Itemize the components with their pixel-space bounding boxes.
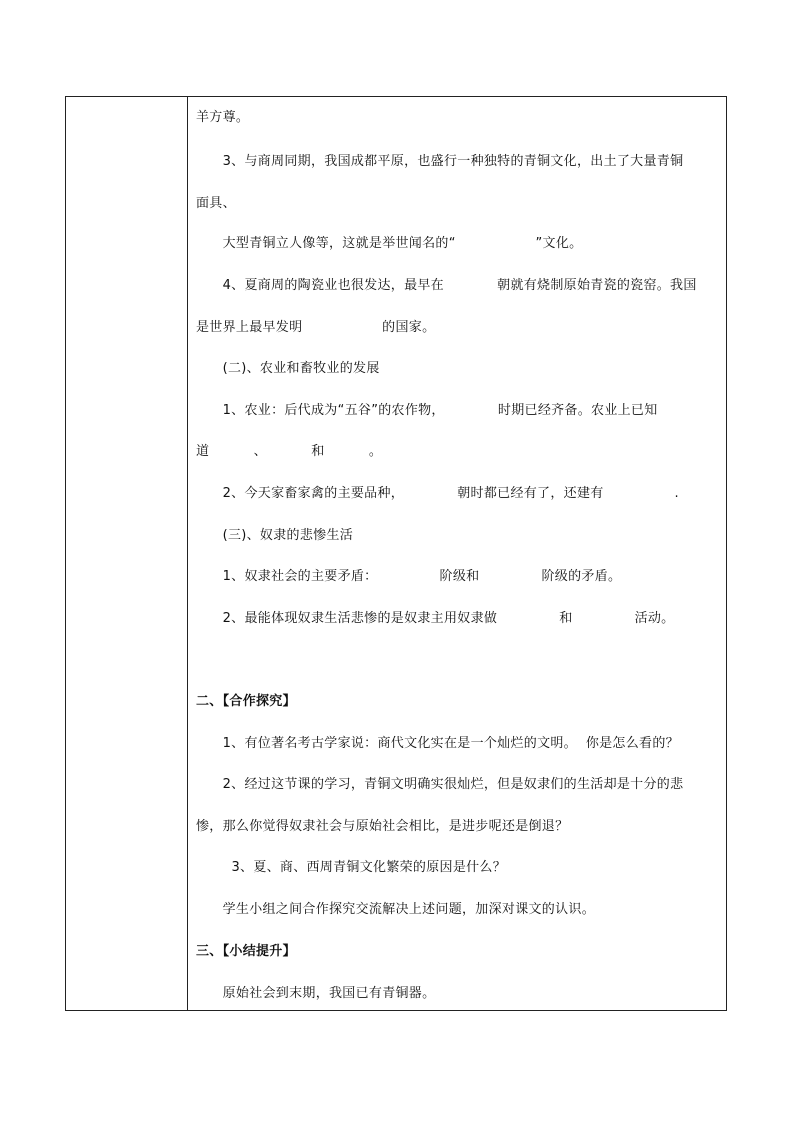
document-table: [65, 96, 727, 1011]
text-line: 4、夏商周的陶瓷业也很发达，最早在 朝就有烧制原始青瓷的瓷窑。我国: [196, 278, 697, 293]
text-line: 1、农业：后代成为“五谷”的农作物， 时期已经齐备。农业上已知: [196, 403, 658, 418]
text-line: 面具、: [196, 196, 236, 211]
text-line: 是世界上最早发明 的国家。: [196, 320, 436, 335]
section-heading: (三)、奴隶的悲惨生活: [196, 528, 354, 543]
text-line: 1、有位著名考古学家说：商代文化实在是一个灿烂的文明。 你是怎么看的？: [196, 736, 679, 751]
text-line: 道 、 和 。: [196, 444, 383, 459]
text-line: 学生小组之间合作探究交流解决上述问题，加深对课文的认识。: [196, 902, 595, 917]
text-line: 原始社会到末期，我国已有青铜器。: [196, 986, 436, 1001]
section-title: 三、【小结提升】: [196, 944, 296, 959]
text-line: 2、今天家畜家禽的主要品种， 朝时都已经有了，还建有 .: [196, 486, 679, 501]
text-line: 3、夏、商、西周青铜文化繁荣的原因是什么？: [196, 860, 507, 875]
section-title: 二、【合作探究】: [196, 694, 296, 709]
text-line: 大型青铜立人像等，这就是举世闻名的“ ”文化。: [196, 236, 583, 251]
left-column-cell: [66, 97, 188, 1010]
text-line: 2、最能体现奴隶生活悲惨的是奴隶主用奴隶做 和 活动。: [196, 611, 675, 626]
content-cell: [188, 97, 726, 1010]
text-line: 3、与商周同期，我国成都平原，也盛行一种独特的青铜文化，出土了大量青铜: [196, 154, 684, 169]
text-line: 惨，那么你觉得奴隶社会与原始社会相比，是进步呢还是倒退？: [196, 819, 569, 834]
section-heading: (二)、农业和畜牧业的发展: [196, 361, 380, 376]
text-line: 2、经过这节课的学习，青铜文明确实很灿烂，但是奴隶们的生活却是十分的悲: [196, 777, 684, 792]
text-line: 羊方尊。: [196, 110, 250, 125]
text-line: 1、奴隶社会的主要矛盾： 阶级和 阶级的矛盾。: [196, 569, 622, 584]
